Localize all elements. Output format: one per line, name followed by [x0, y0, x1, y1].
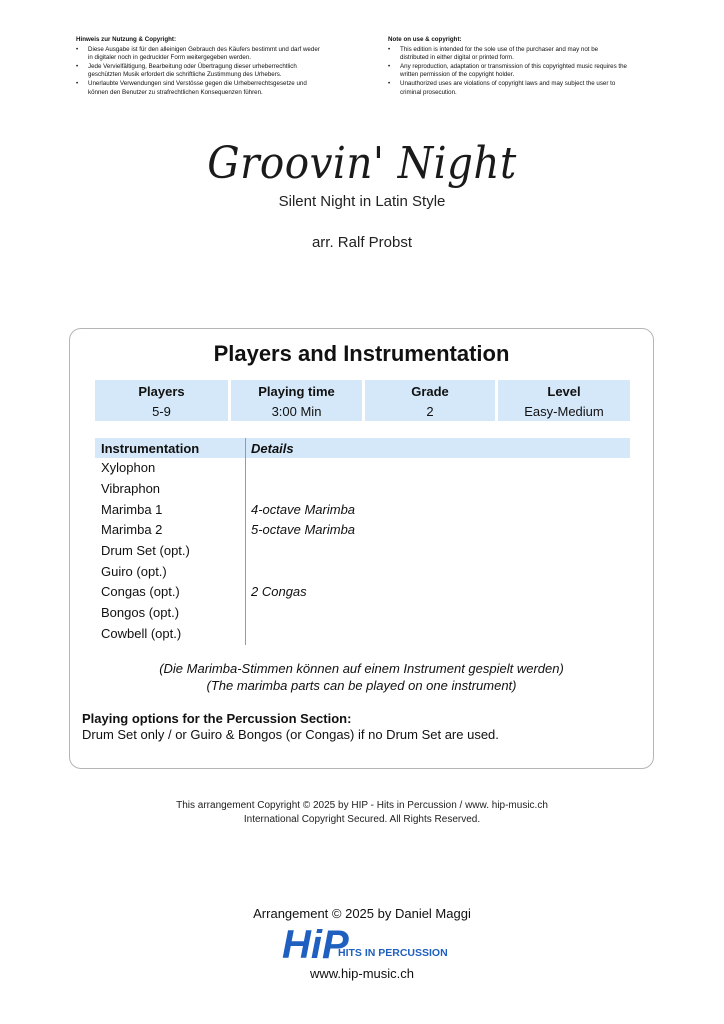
info-cell-grade [365, 380, 495, 421]
arrangement-credit: Arrangement © 2025 by Daniel Maggi [253, 906, 471, 921]
details-header: Details [251, 441, 294, 456]
hip-logo [280, 922, 450, 966]
instrumentation-header: Instrumentation [101, 441, 200, 456]
instrument-name: Vibraphon [101, 481, 161, 496]
copyright-line: International Copyright Secured. All Rights Reserved. [243, 814, 481, 825]
info-cell-playing-time [231, 380, 362, 421]
notice-item: • Jede Vervielfältigung, Bearbeitung oder Übertragung dieser urheberrechtlich geschützten Musik erfordert die schriftliche Zustimmung des Urhebers. [76, 63, 326, 80]
instrument-name: Marimba 2 [101, 522, 163, 537]
info-value: 3:00 Min [271, 404, 322, 419]
instrument-detail: 4-octave Marimba [251, 502, 356, 517]
instrument-name: Drum Set (opt.) [101, 543, 190, 558]
instrument-row [95, 603, 630, 624]
notice-title: Hinweis zur Nutzung & Copyright: [76, 36, 177, 43]
info-value: 5-9 [152, 404, 171, 419]
notice-item: • This edition is intended for the sole use of the purchaser and may not be distributed in either digital or printed form. [388, 46, 628, 63]
playing-options-text: Drum Set only / or Guiro & Bongos (or Congas) if no Drum Set are used. [82, 727, 499, 742]
notice-list [76, 46, 326, 98]
arranger-credit: arr. Ralf Probst [311, 234, 413, 251]
instrument-row [95, 582, 630, 603]
logo-text: HITS IN PERCUSSION [338, 947, 448, 959]
piece-subtitle: Silent Night in Latin Style [278, 193, 446, 210]
instrument-name: Marimba 1 [101, 502, 163, 517]
info-value: Easy-Medium [524, 404, 604, 419]
instrument-row [95, 624, 630, 645]
instrument-row [95, 520, 630, 541]
marimba-note-german: (Die Marimba-Stimmen können auf einem Instrument gespielt werden) [159, 661, 564, 676]
info-cell-level [498, 380, 630, 421]
info-header: Grade [411, 384, 449, 399]
instrument-row [95, 479, 630, 500]
info-header: Playing time [258, 384, 335, 399]
info-cell-players [95, 380, 228, 421]
instrument-row [95, 458, 630, 479]
instrument-row [95, 500, 630, 521]
playing-options-title: Playing options for the Percussion Section: [82, 711, 352, 726]
instrument-name: Guiro (opt.) [101, 564, 167, 579]
copyright-line: This arrangement Copyright © 2025 by HIP - Hits in Percussion / www. hip-music.ch [176, 800, 548, 811]
notice-item: • Unerlaubte Verwendungen sind Verstösse gegen die Urheberrechtsgesetze und können den Benutzer zu strafrechtlichen Konsequenzen führen. [76, 80, 326, 97]
instrument-name: Xylophon [101, 460, 156, 475]
instrument-name: Cowbell (opt.) [101, 626, 182, 641]
copyright-notice-german [76, 36, 326, 97]
notice-title: Note on use & copyright: [388, 36, 462, 43]
info-header: Players [138, 384, 185, 399]
notice-item: • Unauthorized uses are violations of copyright laws and may subject the user to criminal prosecution. [388, 80, 628, 97]
notice-list [388, 46, 628, 98]
copyright-notice-english [388, 36, 628, 97]
instrument-name: Bongos (opt.) [101, 605, 180, 620]
instrument-row [95, 562, 630, 583]
piece-title: Groovin' Night [207, 138, 517, 189]
instrument-detail: 5-octave Marimba [251, 522, 356, 537]
marimba-note-english: (The marimba parts can be played on one instrument) [206, 678, 517, 693]
website-link[interactable]: www.hip-music.ch [309, 966, 415, 981]
instrument-detail: 2 Congas [251, 584, 307, 599]
logo-mark: HiP [282, 923, 349, 966]
instrumentation-box [69, 328, 654, 769]
notice-item: • Diese Ausgabe ist für den alleinigen Gebrauch des Käufers bestimmt und darf weder in digitaler noch in gedruckter Form weitergegeben werden. [76, 46, 326, 63]
box-title: Players and Instrumentation [213, 341, 510, 366]
instrument-row [95, 541, 630, 562]
instrumentation-header-row [95, 438, 630, 458]
info-header: Level [547, 384, 581, 399]
notice-item: • Any reproduction, adaptation or transmission of this copyrighted music requires the written permission of the copyright holder. [388, 63, 628, 80]
info-value: 2 [426, 404, 434, 419]
instrument-name: Congas (opt.) [101, 584, 180, 599]
